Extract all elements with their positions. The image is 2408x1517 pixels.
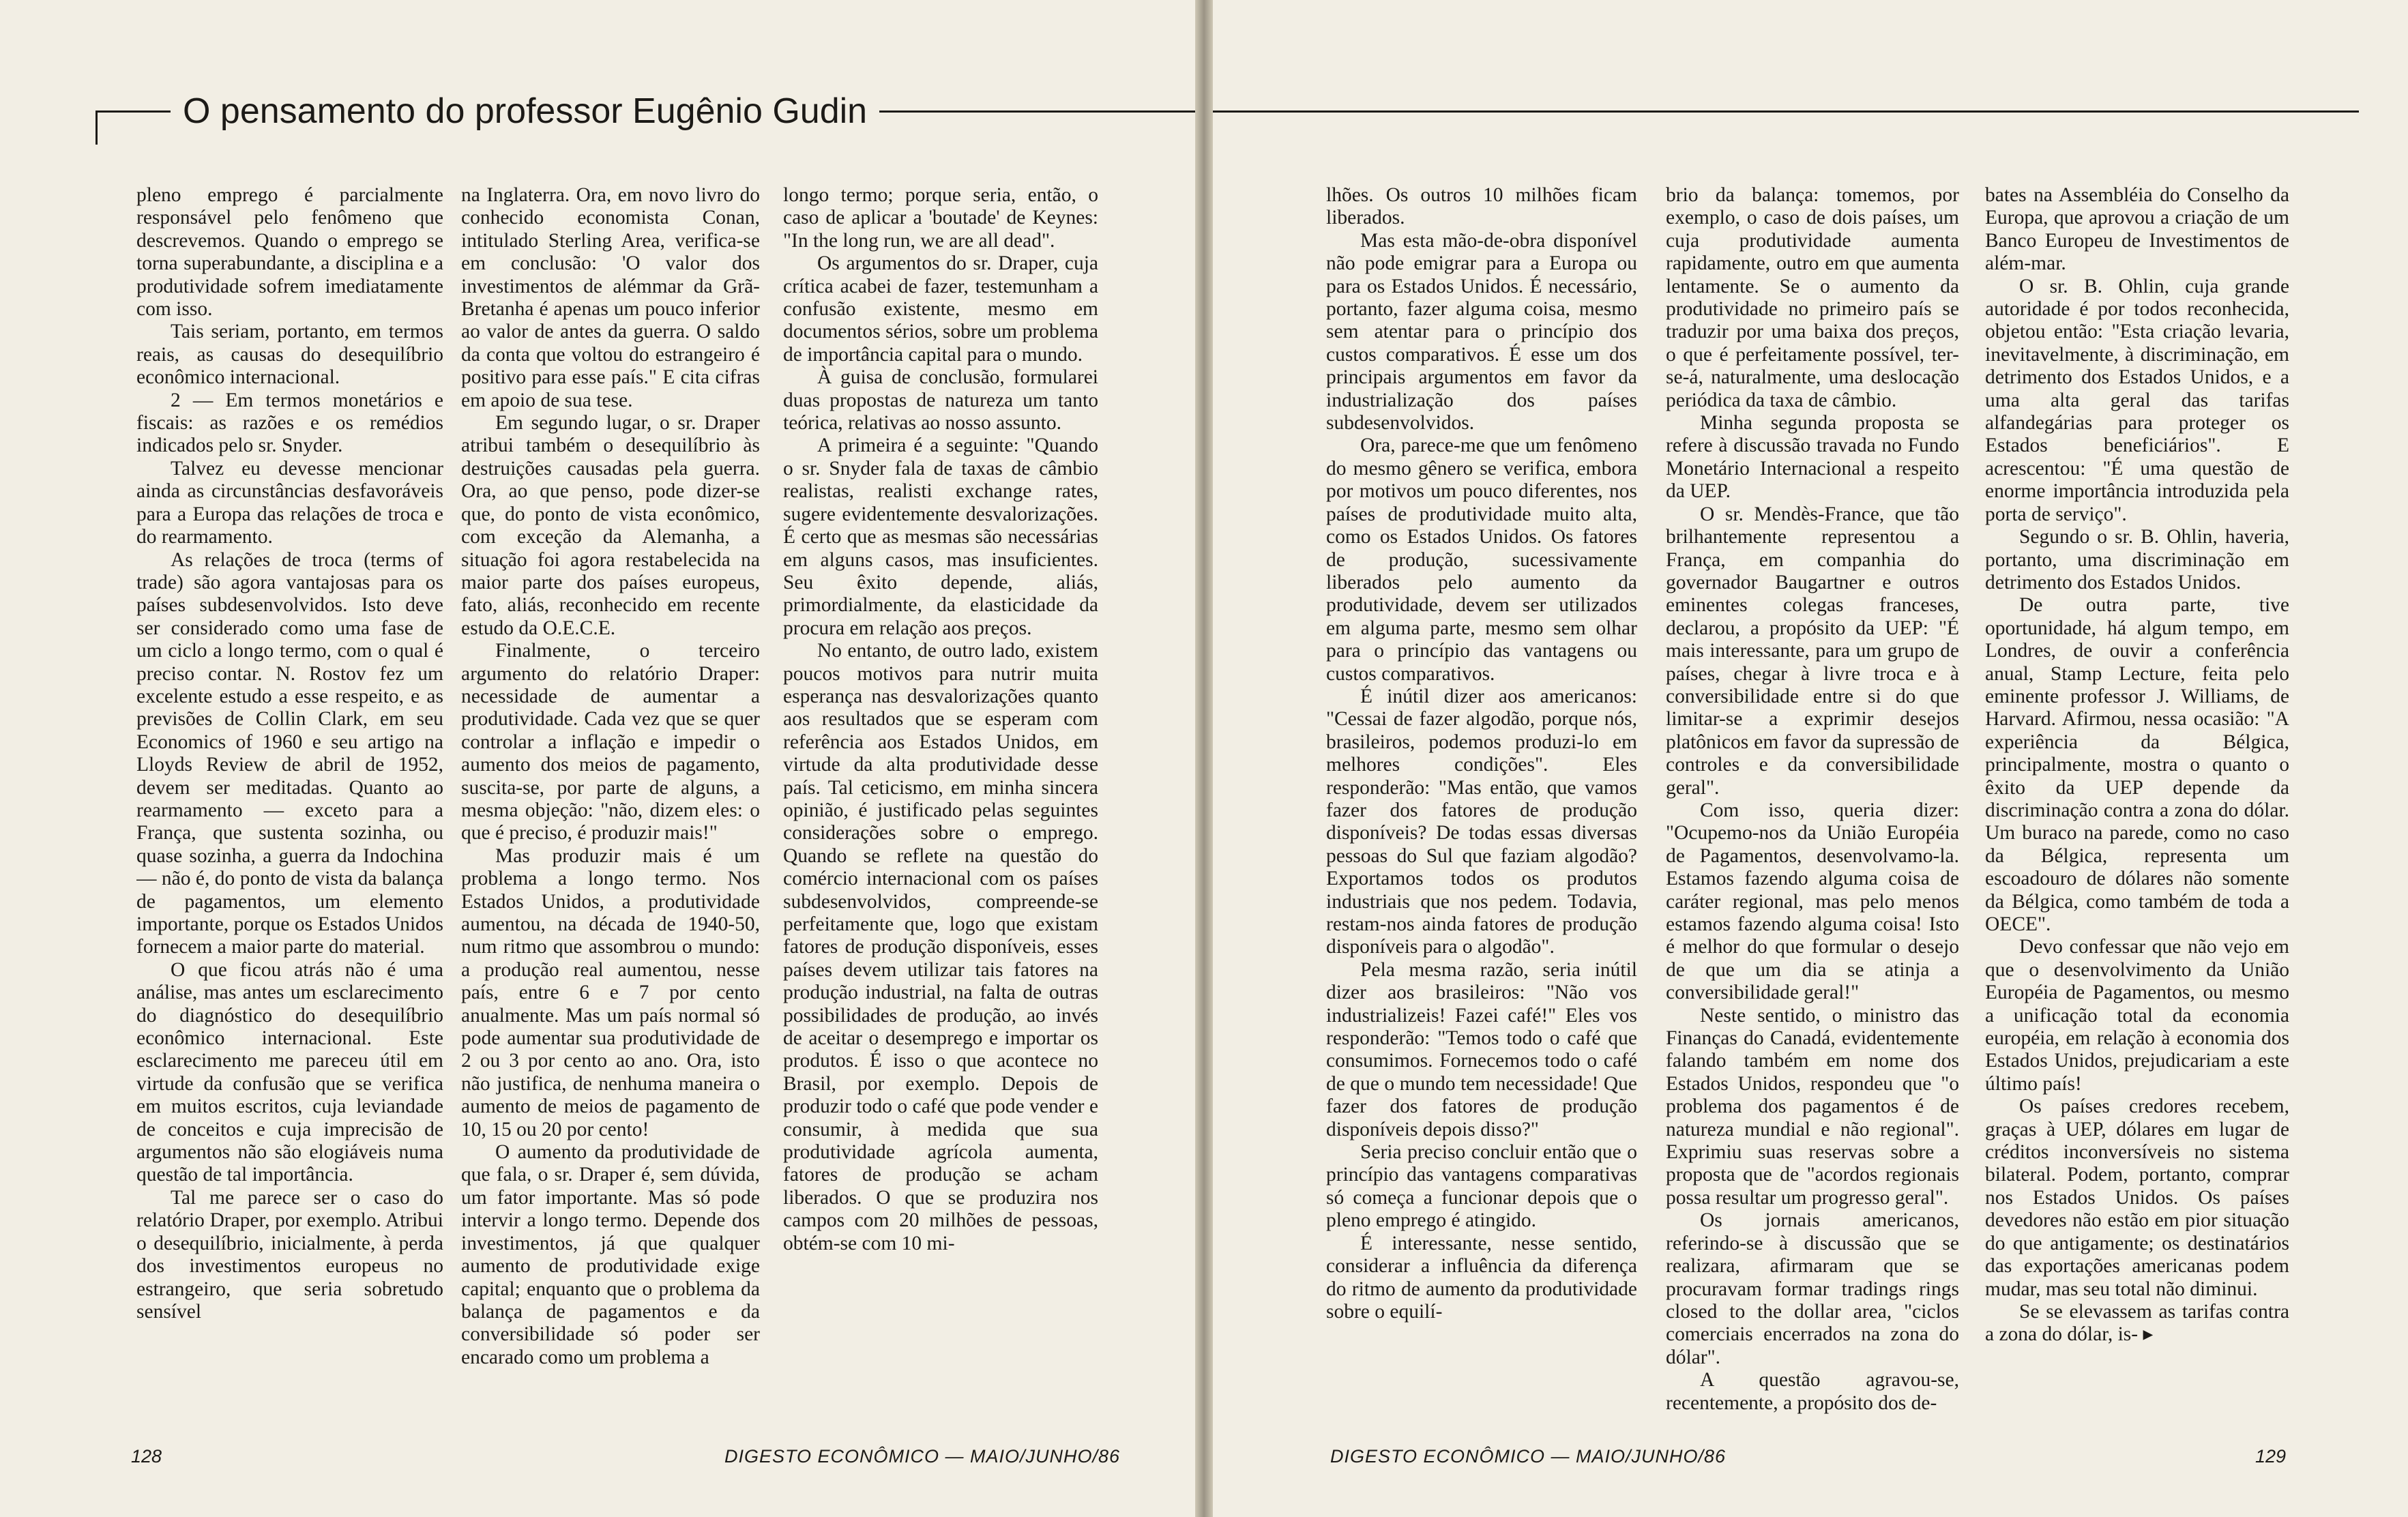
paragraph: Mas produzir mais é um problema a longo termo. Nos Estados Unidos, a produtividade aumentou, na década de 1940-50, num ritmo que assombrou o mundo: a produção real aumentou, nesse país, entre 6 e 7 por cento anualmente. Mas um país normal só pode aumentar sua produtividade de 2 ou 3 por cento ao ano. Ora, isto não justifica, de nenhuma maneira o aumento de meios de pagamento de 10, 15 ou 20 por cento! <box>461 844 760 1140</box>
paragraph: É interessante, nesse sentido, considerar a influência da diferença do ritmo de aumento da produtividade sobre o equilí- <box>1326 1232 1637 1323</box>
paragraph: na Inglaterra. Ora, em novo livro do conhecido economista Conan, intitulado Sterling Area, verifica-se em conclusão: 'O valor dos investimentos de alémmar da Grã-Bretanha é apenas um pouco inferior ao valor de antes da guerra. O saldo da conta que voltou do estrangeiro é positivo para esse país." E cita cifras em apoio de sua tese. <box>461 184 760 411</box>
paragraph: bates na Assembléia do Conselho da Europa, que aprovou a criação de um Banco Europeu de Investimentos de além-mar. <box>1985 184 2289 275</box>
paragraph: O sr. B. Ohlin, cuja grande autoridade é por todos reconhecida, objetou então: "Esta criação levaria, inevitavelmente, à discriminação, em detrimento dos Estados Unidos, e a uma alta geral das tarifas alfandegárias para proteger os Estados beneficiários". E acrescentou: "É uma questão de enorme importância introduzida pela porta de serviço". <box>1985 275 2289 525</box>
paragraph: Os argumentos do sr. Draper, cuja crítica acabei de fazer, testemunham a confusão existente, mesmo em documentos sérios, sobre um problema de importância capital para o mundo. <box>783 252 1098 366</box>
paragraph: Se se elevassem as tarifas contra a zona do dólar, is- ▸ <box>1985 1300 2289 1346</box>
paragraph: O sr. Mendès-France, que tão brilhantemente representou a França, em companhia do governador Baugartner e outros eminentes colegas franceses, declarou, a propósito da UEP: "É mais interessante, para um grupo de países, chegar à livre troca e à conversibilidade entre si do que limitar-se a exprimir desejos platônicos em favor da supressão de controles e da conversibilidade geral". <box>1666 503 1959 799</box>
paragraph: É inútil dizer aos americanos: "Cessai de fazer algodão, porque nós, brasileiros, podemos produzi-lo em melhores condições". Eles responderão: "Mas então, que vamos fazer dos fatores de produção disponíveis? De todas essas diversas pessoas do Sul que faziam algodão? Exportamos todos os produtos industriais que nos pedem. Todavia, restam-nos ainda fatores de produção disponíveis para o algodão". <box>1326 685 1637 958</box>
paragraph: 2 — Em termos monetários e fiscais: as razões e os remédios indicados pelo sr. Snyder. <box>136 389 443 457</box>
right-col-2 <box>1666 184 1959 1439</box>
header-rule-continued <box>1213 111 2359 113</box>
paragraph: O aumento da produtividade de que fala, o sr. Draper é, sem dúvida, um fator importante. Mas só pode intervir a longo termo. Depende dos investimentos, já que qualquer aumento de produtividade exige capital; enquanto que o problema da balança de pagamentos e da conversibilidade só poder ser encarado como um problema a <box>461 1141 760 1368</box>
paragraph: Seria preciso concluir então que o princípio das vantagens comparativas só começa a funcionar depois que o pleno emprego é atingido. <box>1326 1141 1637 1232</box>
left-col-1 <box>136 184 443 1439</box>
paragraph: Devo confessar que não vejo em que o desenvolvimento da União Européia de Pagamentos, ou mesmo a unificação total da economia européia, em relação à economia dos Estados Unidos, prejudicariam a este último país! <box>1985 936 2289 1095</box>
paragraph: Mas esta mão-de-obra disponível não pode emigrar para a Europa ou para os Estados Unidos. É necessário, portanto, fazer alguma coisa, mesmo sem atentar para o princípio dos custos comparativos. É esse um dos principais argumentos em favor da industrialização dos países subdesenvolvidos. <box>1326 229 1637 435</box>
paragraph: O que ficou atrás não é uma análise, mas antes um esclarecimento do diagnóstico do desequilíbrio econômico internacional. Este esclarecimento me pareceu útil em virtude da confusão que se verifica em muitos escritos, cuja leviandade de conceitos e cuja imprecisão de argumentos não são elogiáveis numa questão de tal importância. <box>136 958 443 1186</box>
spread-gutter <box>1195 0 1213 1517</box>
paragraph: Os jornais americanos, referindo-se à discussão que se realizara, afirmaram que se procuravam formar tradings rings closed to the dollar area, "ciclos comerciais encerrados na zona do dólar". <box>1666 1209 1959 1368</box>
paragraph: À guisa de conclusão, formularei duas propostas de natureza um tanto teórica, relativas ao nosso assunto. <box>783 366 1098 435</box>
paragraph: Tal me parece ser o caso do relatório Draper, por exemplo. Atribui o desequilíbrio, inicialmente, à perda dos investimentos europeus no estrangeiro, que seria sobretudo sensível <box>136 1186 443 1323</box>
paragraph: Em segundo lugar, o sr. Draper atribui também o desequilíbrio às destruições causadas pela guerra. Ora, ao que penso, pode dizer-se que, do ponto de vista econômico, com exceção da Alemanha, a situação foi agora restabelecida na maior parte dos países europeus, fato, aliás, reconhecido em recente estudo da O.E.C.E. <box>461 412 760 639</box>
magazine-footer: DIGESTO ECONÔMICO — MAIO/JUNHO/86 <box>724 1446 1121 1467</box>
paragraph: pleno emprego é parcialmente responsável pelo fenômeno que descrevemos. Quando o emprego se torna superabundante, a disciplina e a produtividade sofrem imediatamente com isso. <box>136 184 443 321</box>
paragraph: lhões. Os outros 10 milhões ficam liberados. <box>1326 184 1637 229</box>
paragraph: De outra parte, tive oportunidade, há algum tempo, em Londres, de ouvir a conferência anual, Stamp Lecture, feita pelo eminente professor J. Williams, de Harvard. Afirmou, nessa ocasião: "A experiência da Bélgica, principalmente, mostra o quanto o êxito da UEP depende da discriminação contra a zona do dólar. Um buraco na parede, como no caso da Bélgica, representa um escoadouro de dólares não somente da Bélgica, como também de toda a OECE". <box>1985 594 2289 935</box>
paragraph: Ora, parece-me que um fenômeno do mesmo gênero se verifica, embora por motivos um pouco diferentes, nos países de produtividade muito alta, como os Estados Unidos. Os fatores de produção, sucessivamente liberados pelo aumento da produtividade, devem ser utilizados em alguma parte, mesmo sem olhar para o princípio das vantagens ou custos comparativos. <box>1326 435 1637 685</box>
paragraph: Talvez eu devesse mencionar ainda as circunstâncias desfavoráveis para a Europa das relações de troca e do rearmamento. <box>136 457 443 548</box>
paragraph: Tais seriam, portanto, em termos reais, as causas do desequilíbrio econômico internacional. <box>136 321 443 389</box>
paragraph: Finalmente, o terceiro argumento do relatório Draper: necessidade de aumentar a produtividade. Cada vez que se quer controlar a inflação e impedir o aumento dos meios de pagamento, suscita-se, por parte de alguns, a mesma objeção: "não, dizem eles: o que é preciso, é produzir mais!" <box>461 640 760 844</box>
paragraph: Neste sentido, o ministro das Finanças do Canadá, evidentemente falando também em nome dos Estados Unidos, respondeu que "o problema dos pagamentos é de natureza mundial e não regional". Exprimiu suas reservas sobre a proposta que de "acordos regionais possa resultar um progresso geral". <box>1666 1004 1959 1209</box>
article-header <box>96 90 1195 138</box>
paragraph: Segundo o sr. B. Ohlin, haveria, portanto, uma discriminação em detrimento dos Estados Unidos. <box>1985 526 2289 593</box>
header-rule-tick <box>96 111 98 145</box>
paragraph: No entanto, de outro lado, existem poucos motivos para nutrir muita esperança nas desvalorizações quanto aos resultados que se esperam com referência aos Estados Unidos, em virtude da alta produtividade desse país. Tal ceticismo, em minha sincera opinião, é justificado pelas seguintes considerações sobre o emprego. Quando se reflete na questão do comércio internacional com os países subdesenvolvidos, compreende-se perfeitamente que, logo que existam fatores de produção disponíveis, esses países devem utilizar tais fatores na produção industrial, na falta de outras possibilidades de produção, ao invés de aceitar o desemprego e importar os produtos. É isso o que acontece no Brasil, por exemplo. Depois de produzir todo o café que pode vender e consumir, à medida que sua produtividade agrícola aumenta, fatores de produção se acham liberados. O que se produzira nos campos com 20 milhões de pessoas, obtém-se com 10 mi- <box>783 640 1098 1254</box>
paragraph: Pela mesma razão, seria inútil dizer aos brasileiros: "Não vos industrializeis! Fazei café!" Eles vos responderão: "Temos todo o café que consumimos. Fornecemos todo o café de que o mundo tem necessidade! Que fazer dos fatores de produção disponíveis depois disso?" <box>1326 958 1637 1140</box>
left-col-2 <box>461 184 760 1439</box>
right-page <box>1213 0 2408 1517</box>
paragraph: Minha segunda proposta se refere à discussão travada no Fundo Monetário Internacional a respeito da UEP. <box>1666 412 1959 503</box>
page-number: 128 <box>131 1446 162 1467</box>
right-col-1 <box>1326 184 1637 1439</box>
article-title: O pensamento do professor Eugênio Gudin <box>171 90 879 132</box>
page-number: 129 <box>2255 1446 2287 1467</box>
left-page <box>0 0 1195 1517</box>
paragraph: longo termo; porque seria, então, o caso de aplicar a 'boutade' de Keynes: "In the long run, we are all dead". <box>783 184 1098 252</box>
left-col-3 <box>783 184 1098 1439</box>
paragraph: Os países credores recebem, graças à UEP, dólares em lugar de créditos inconversíveis no sistema bilateral. Podem, portanto, comprar nos Estados Unidos. Os países devedores não estão em pior situação do que antigamente; os destinatários das exportações americanas podem mudar, mas seu total não diminui. <box>1985 1095 2289 1300</box>
magazine-footer: DIGESTO ECONÔMICO — MAIO/JUNHO/86 <box>1330 1446 1727 1467</box>
paragraph: A primeira é a seguinte: "Quando o sr. Snyder fala de taxas de câmbio realistas, realisti exchange rates, sugere evidentemente desvalorizações. É certo que as mesmas são necessárias em alguns casos, mas insuficientes. Seu êxito depende, aliás, primordialmente, da elasticidade da procura em relação aos preços. <box>783 435 1098 639</box>
right-col-3 <box>1985 184 2289 1439</box>
paragraph: brio da balança: tomemos, por exemplo, o caso de dois países, um cuja produtividade aumenta rapidamente, outro em que aumenta lentamente. Se o aumento da produtividade no primeiro país se traduzir por uma baixa dos preços, o que é perfeitamente possível, ter-se-á, naturalmente, uma deslocação periódica da taxa de câmbio. <box>1666 184 1959 411</box>
paragraph: A questão agravou-se, recentemente, a propósito dos de- <box>1666 1369 1959 1414</box>
paragraph: As relações de troca (terms of trade) são agora vantajosas para os países subdesenvolvidos. Isto deve ser considerado como uma fase de um ciclo a longo termo, com o qual é preciso contar. N. Rostov fez um excelente estudo a esse respeito, e as previsões de Collin Clark, em seu Economics of 1960 e seu artigo na Lloyds Review de abril de 1952, devem ser meditadas. Quanto ao rearmamento — exceto para a França, que sustenta sozinha, ou quase sozinha, a guerra da Indochina — não é, do ponto de vista da balança de pagamentos, um elemento importante, porque os Estados Unidos fornecem a maior parte do material. <box>136 548 443 958</box>
paragraph: Com isso, queria dizer: "Ocupemo-nos da União Européia de Pagamentos, desenvolvamo-la. Estamos fazendo alguma coisa de caráter regional, mas pelo menos estamos fazendo alguma coisa! Isto é melhor do que formular o desejo de que um dia se atinja a conversibilidade geral!" <box>1666 799 1959 1004</box>
